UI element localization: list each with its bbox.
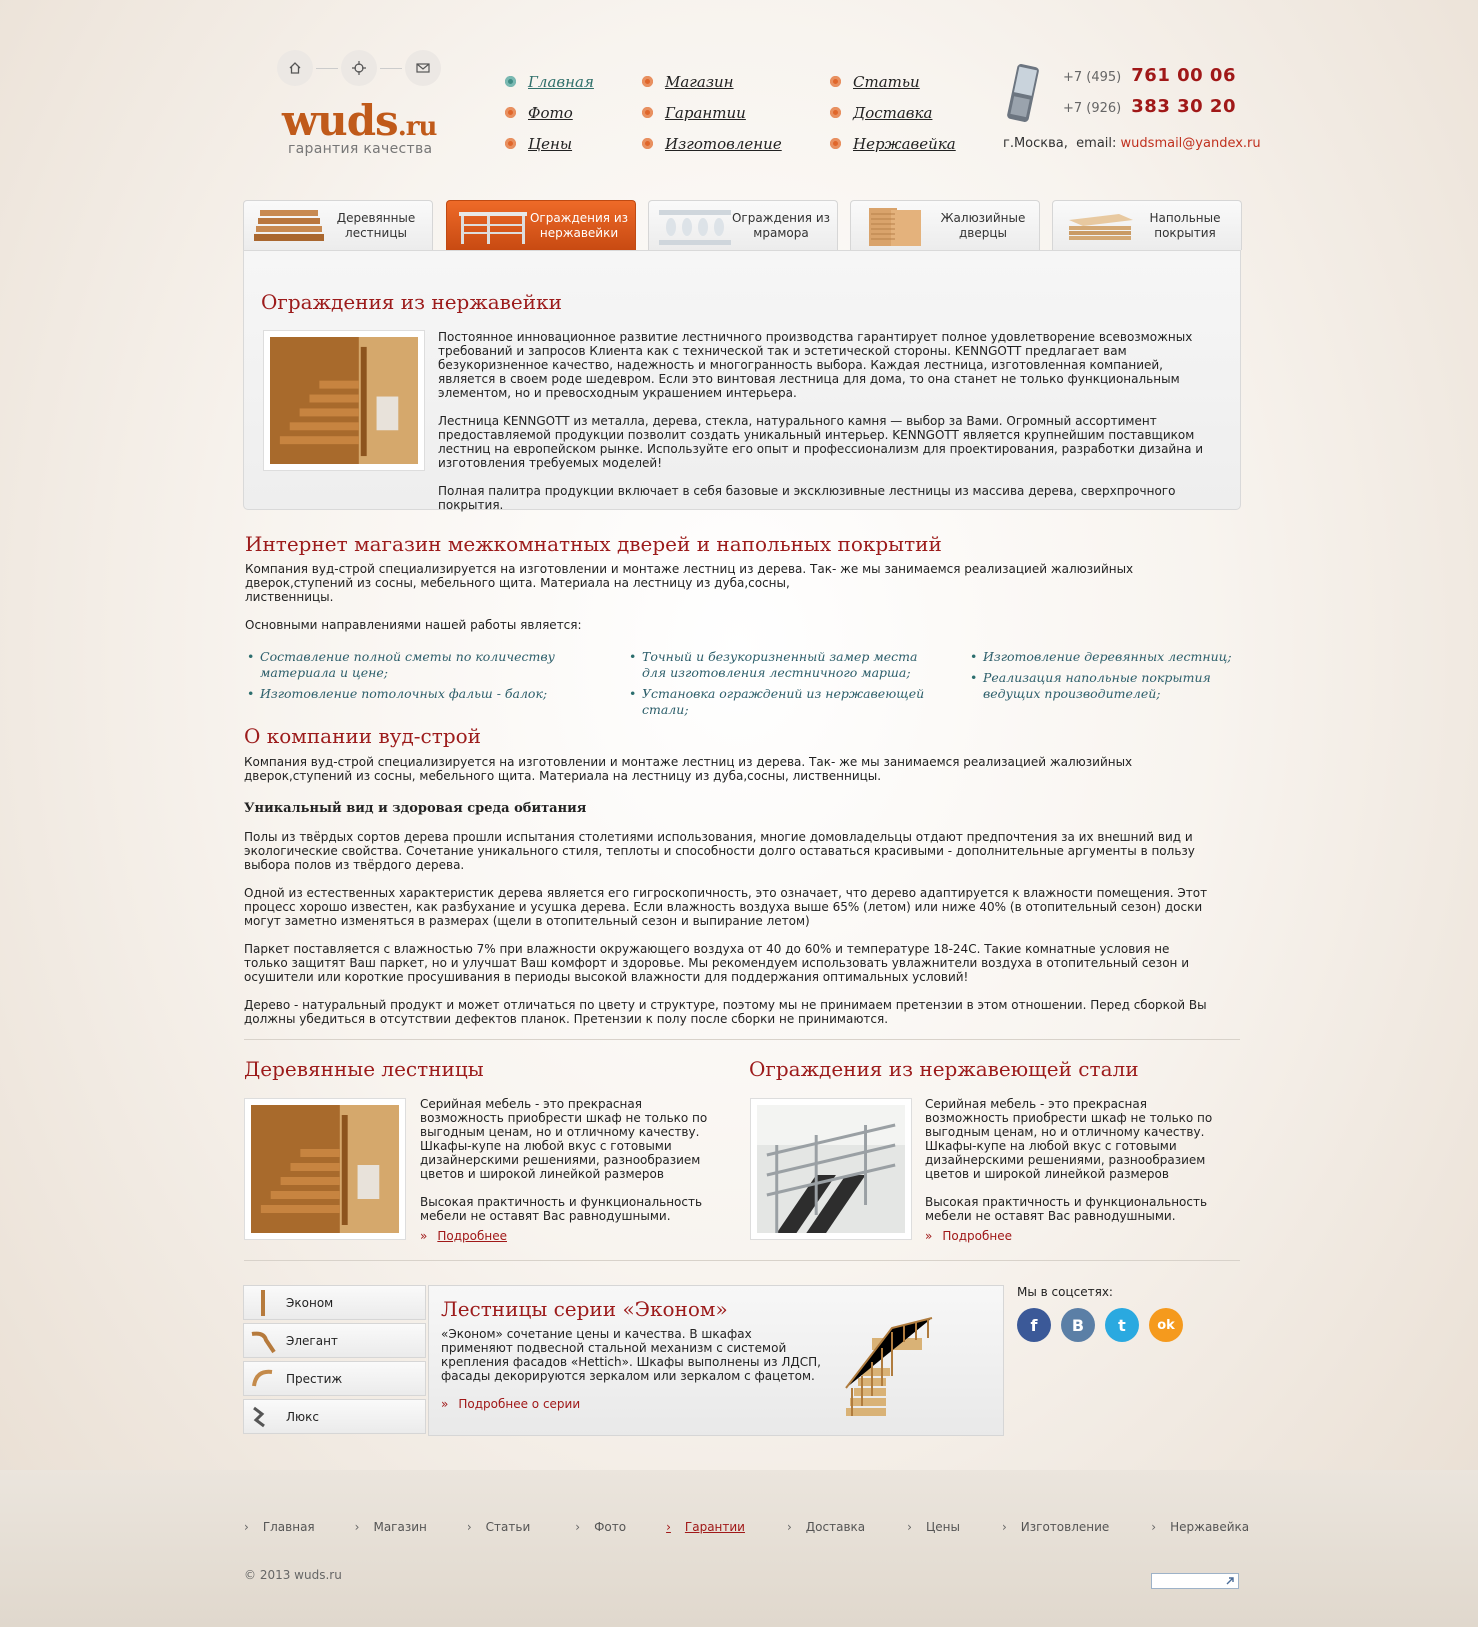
copyright: © 2013 wuds.ru <box>244 1568 342 1582</box>
home-icon[interactable] <box>277 50 313 86</box>
main-nav-col-3 <box>830 66 956 159</box>
about-title: О компании вуд-строй <box>244 724 481 748</box>
handrail-icon <box>250 1366 276 1392</box>
wooden-staircase-image <box>270 337 418 464</box>
main-nav-col-2 <box>642 66 782 159</box>
tab-wooden-stairs[interactable]: Деревянные лестницы <box>243 200 433 250</box>
card-1-more-link[interactable]: » Подробнее <box>420 1229 507 1243</box>
about-text: Компания вуд-строй специализируется на изготовлении и монтаже лестниц из дерева. Так- же мы занимаемся реализацией жалюзийных дверок,ступений из сосны, мебельного щита. Материала на лестницу из дуба,сосны, лиственницы. Уникальный вид и здоровая среда обитания Полы из твёрдых сортов дерева прошли испытания столетиями использования, многие домовладельцы отдают предпочтения за их внешний вид и экологические свойства. Сочетание уникального стиля, теплоты и способности долго оставаться красивыми - дополнительные аргументы в пользу выбора полов из твёрдого дерева. Одной из естественных характеристик дерева является его гигроскопичность, это означает, что дерево адаптируется к влажности помещения. Этот процесс хорошо известен, как разбухание и усушка дерева. Если влажность воздуха выше 65% (летом) или ниже 40% (в отопительный сезон) доски могут заметно изменяться в размерах (щели в отопительный сезон и выпирание летом) Паркет поставляется с влажностью 7% при влажности окружающего воздуха от 40 до 60% и температуре 18-24С. Такие комнатные условия не только защитят Ваш паркет, но и улучшат Ваш комфорт и здоровье. Мы рекомендуем использовать увлажнители воздуха в отопительный сезон и осушители или короткие просушивания в периоды высокой влажности для поддержания оптимальных условий! Дерево - натуральный продукт и может отличаться по цвету и структуре, поэтому мы не принимаем претензии в этом отношении. Перед сборкой Вы должны убедиться в отсутствии дефектов планок. Претензии к полу после сборки не принимаются. <box>244 755 1214 1026</box>
tab-marble-railings[interactable]: Ограждения из мрамора <box>648 200 838 250</box>
tab-floor-coverings[interactable]: Напольные покрытия <box>1052 200 1242 250</box>
shop-title: Интернет магазин межкомнатных дверей и напольных покрытий <box>245 532 942 556</box>
nav-link-guarantees[interactable]: Гарантии <box>642 97 782 128</box>
list-item: • Изготовление деревянных лестниц; <box>968 649 1238 665</box>
main-nav-col-1 <box>505 66 594 159</box>
footer-link-guarantees[interactable]: › Гарантии <box>666 1520 745 1534</box>
footer-link-manufacturing[interactable]: › Изготовление <box>1001 1520 1110 1534</box>
series-menu <box>243 1285 426 1437</box>
footer-link-articles[interactable]: › Статьи <box>466 1520 531 1534</box>
nav-link-articles[interactable]: Статьи <box>830 66 956 97</box>
wooden-staircase-image <box>251 1105 399 1233</box>
phone-2[interactable]: +7 (926) 383 30 20 <box>1063 96 1236 117</box>
series-item-prestige[interactable]: Престиж <box>243 1361 426 1396</box>
mail-icon[interactable] <box>405 50 441 86</box>
series-item-econom[interactable]: Эконом <box>243 1285 426 1320</box>
nav-link-stainless[interactable]: Нержавейка <box>830 128 956 159</box>
twitter-icon[interactable]: t <box>1105 1308 1139 1342</box>
panel-title: Ограждения из нержавейки <box>261 290 562 314</box>
card-2-text: Серийная мебель - это прекрасная возможность приобрести шкаф не только по выгодным ценам, но и отличному качеству. Шкафы-купе на любой вкус с готовыми дизайнерскими решениями, разнообразием цветов и широкой линейкой размеров Высокая практичность и функциональность мебели не оставят Вас равнодушными. » Подробнее <box>925 1097 1230 1243</box>
series-more-link[interactable]: » Подробнее о серии <box>441 1397 581 1411</box>
spiral-stair-icon <box>250 1404 276 1430</box>
divider <box>244 1260 1240 1261</box>
card-2-more-link[interactable]: » Подробнее <box>925 1229 1012 1243</box>
slogan: гарантия качества <box>288 141 433 157</box>
logo[interactable]: wuds.ru <box>282 96 437 145</box>
footer-link-stainless[interactable]: › Нержавейка <box>1151 1520 1250 1534</box>
footer-link-delivery[interactable]: › Доставка <box>786 1520 866 1534</box>
list-item: • Составление полной сметы по количеству материала и цене; <box>245 649 595 681</box>
list-item: • Точный и безукоризненный замер места для изготовления лестничного марша; <box>627 649 937 681</box>
facebook-icon[interactable]: f <box>1017 1308 1051 1342</box>
panel-image <box>263 330 425 471</box>
shop-text: Компания вуд-строй специализируется на изготовлении и монтаже лестниц из дерева. Так- же мы занимаемся реализацией жалюзийных дверок,ступений из сосны, мебельного щита. Материала на лестницу из дуба,сосны, лиственницы. Основными направлениями нашей работы является: <box>245 562 1134 632</box>
series-text: «Эконом» сочетание цены и качества. В шкафах применяют подвесной стальной механизм с системой крепления фасадов «Hettich». Шкафы выполнены из ЛДСП, фасады декорируются зеркалом или зеркалом с фацетом. » Подробнее о серии <box>441 1327 821 1411</box>
list-item: • Изготовление потолочных фальш - балок; <box>245 686 595 702</box>
steel-railing-image <box>757 1105 905 1233</box>
wooden-steps-icon <box>254 206 326 246</box>
footer <box>0 1470 1478 1627</box>
footer-link-photo[interactable]: › Фото <box>575 1520 627 1534</box>
directions-col-2 <box>627 649 937 723</box>
panel-text: Постоянное инновационное развитие лестничного производства гарантирует полное удовлетворение всевозможных требований и запросов Клиента как с технической так и эстетической стороны. KENNGOTT предлагает вам безукоризненное качество, надежность и многогранность выбора. Каждая лестница, изготовленная компанией, является в своем роде шедевром. Если это винтовая лестница для дома, то она станет не только функциональным элементом, но и превосходным украшением интерьера. Лестница KENNGOTT из металла, дерева, стекла, натурального камня — выбор за Вами. Огромный ассортимент предоставляемой продукции позволит создать уникальный интерьер. KENNGOTT является крупнейшим поставщиком лестниц на европейском рынке. Используйте его опыт и профессионализм для проектирования, разработки дизайна и изготовления требуемых моделей! Полная палитра продукции включает в себя базовые и эксклюзивные лестницы из массива дерева, сверхпрочного покрытия. <box>438 330 1204 512</box>
mobile-phone-icon <box>998 62 1048 124</box>
railing-icon <box>457 206 529 246</box>
card-1-title: Деревянные лестницы <box>244 1057 484 1081</box>
card-2-image <box>750 1098 912 1240</box>
tab-louvered-doors[interactable]: Жалюзийные дверцы <box>850 200 1040 250</box>
header-icons <box>277 50 441 86</box>
louvered-doors-icon <box>861 206 933 246</box>
curved-stair-icon <box>250 1328 276 1354</box>
contact-line: г.Москва, email: wudsmail@yandex.ru <box>1003 136 1261 151</box>
divider <box>244 1039 1240 1040</box>
crosshair-icon[interactable] <box>341 50 377 86</box>
directions-col-3 <box>968 649 1238 707</box>
nav-link-prices[interactable]: Цены <box>505 128 594 159</box>
about-subtitle: Уникальный вид и здоровая среда обитания <box>244 801 587 816</box>
card-2-title: Ограждения из нержавеющей стали <box>749 1057 1139 1081</box>
series-item-lux[interactable]: Люкс <box>243 1399 426 1434</box>
balusters-icon <box>659 206 731 246</box>
phone-1[interactable]: +7 (495) 761 00 06 <box>1063 65 1236 86</box>
vk-icon[interactable]: B <box>1061 1308 1095 1342</box>
social-links <box>1017 1308 1183 1342</box>
baluster-icon <box>258 1290 268 1316</box>
nav-link-manufacturing[interactable]: Изготовление <box>642 128 782 159</box>
nav-link-shop[interactable]: Магазин <box>642 66 782 97</box>
footer-link-prices[interactable]: › Цены <box>907 1520 960 1534</box>
email-link[interactable]: wudsmail@yandex.ru <box>1120 136 1261 151</box>
footer-link-shop[interactable]: › Магазин <box>354 1520 427 1534</box>
series-title: Лестницы серии «Эконом» <box>441 1297 728 1321</box>
tab-stainless-railings[interactable]: Ограждения из нержавейки <box>446 200 636 250</box>
external-link-icon <box>1225 1576 1235 1586</box>
social-title: Мы в соцсетях: <box>1017 1285 1113 1299</box>
directions-col-1 <box>245 649 595 707</box>
floor-planks-icon <box>1063 206 1135 246</box>
card-1-image <box>244 1098 406 1240</box>
list-item: • Установка ограждений из нержавеющей стали; <box>627 686 937 718</box>
footer-link-home[interactable]: › Главная <box>244 1520 315 1534</box>
card-1-text: Серийная мебель - это прекрасная возможность приобрести шкаф не только по выгодным ценам, но и отличному качеству. Шкафы-купе на любой вкус с готовыми дизайнерскими решениями, разнообразием цветов и широкой линейкой размеров Высокая практичность и функциональность мебели не оставят Вас равнодушными. » Подробнее <box>420 1097 720 1243</box>
nav-link-delivery[interactable]: Доставка <box>830 97 956 128</box>
nav-link-home[interactable]: Главная <box>505 66 594 97</box>
series-item-elegant[interactable]: Элегант <box>243 1323 426 1358</box>
staircase-image <box>832 1288 938 1430</box>
list-item: • Реализация напольные покрытия ведущих производителей; <box>968 670 1238 702</box>
odnoklassniki-icon[interactable]: ok <box>1149 1308 1183 1342</box>
nav-link-photo[interactable]: Фото <box>505 97 594 128</box>
counter-widget[interactable] <box>1151 1573 1239 1589</box>
footer-nav <box>244 1520 1249 1534</box>
